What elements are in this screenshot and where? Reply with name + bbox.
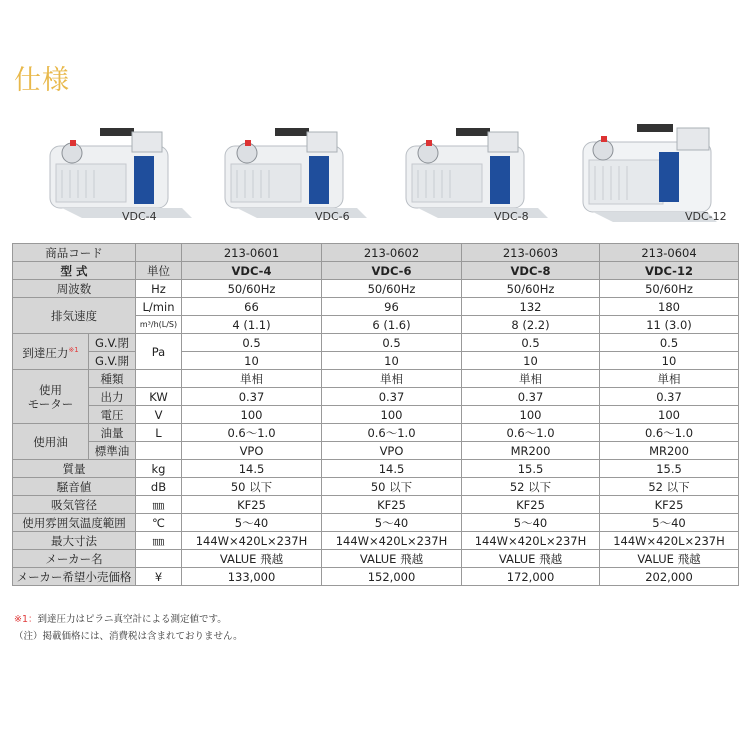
model-cell: VDC-8 [462, 262, 600, 280]
value-cell: 144W×420L×237H [322, 532, 462, 550]
code-cell: 213-0602 [322, 244, 462, 262]
value-cell: 5～40 [322, 514, 462, 532]
unit-cell: L/min [136, 298, 182, 316]
unit-cell: dB [136, 478, 182, 496]
table-row-pressure-1 [13, 334, 739, 352]
product-label: VDC-6 [315, 210, 350, 223]
model-cell: VDC-6 [322, 262, 462, 280]
table-row-model [13, 262, 739, 280]
row-label [13, 370, 89, 424]
value-cell: 単相 [600, 370, 739, 388]
value-cell: 単相 [322, 370, 462, 388]
product-vdc-12 [577, 118, 747, 228]
unit-cell [136, 370, 182, 388]
value-cell: 144W×420L×237H [182, 532, 322, 550]
row-label: 吸気管径 [13, 496, 136, 514]
value-cell: 0.6～1.0 [600, 424, 739, 442]
footnote-mark: ※1： [14, 614, 38, 625]
row-label: 質量 [13, 460, 136, 478]
value-cell: 202,000 [600, 568, 739, 586]
unit-cell: L [136, 424, 182, 442]
code-header: 商品コード [13, 244, 136, 262]
value-cell: MR200 [600, 442, 739, 460]
value-cell: VPO [322, 442, 462, 460]
sub-label: 油量 [89, 424, 136, 442]
value-cell: 132 [462, 298, 600, 316]
row-label: メーカー希望小売価格 [13, 568, 136, 586]
table-row-temp [13, 514, 739, 532]
value-cell: MR200 [462, 442, 600, 460]
row-label: 使用油 [13, 424, 89, 460]
note-mark: ※1 [68, 346, 79, 355]
sub-label: 標準油 [89, 442, 136, 460]
table-row-motor-2 [13, 388, 739, 406]
table-row-mass [13, 460, 739, 478]
sub-label: 電圧 [89, 406, 136, 424]
cell [136, 244, 182, 262]
unit-cell [136, 442, 182, 460]
value-cell: KF25 [182, 496, 322, 514]
unit-cell: ¥ [136, 568, 182, 586]
unit-cell: ℃ [136, 514, 182, 532]
value-cell: 100 [462, 406, 600, 424]
value-cell: VALUE 飛越 [462, 550, 600, 568]
table-row-maker [13, 550, 739, 568]
unit-cell: Pa [136, 334, 182, 370]
value-cell: 0.6～1.0 [322, 424, 462, 442]
value-cell: VALUE 飛越 [182, 550, 322, 568]
value-cell: 50/60Hz [182, 280, 322, 298]
value-cell: 0.5 [462, 334, 600, 352]
product-label: VDC-4 [122, 210, 157, 223]
unit-cell [136, 550, 182, 568]
code-cell: 213-0603 [462, 244, 600, 262]
value-cell: 0.37 [182, 388, 322, 406]
value-cell: KF25 [322, 496, 462, 514]
code-cell: 213-0604 [600, 244, 739, 262]
product-label: VDC-12 [685, 210, 727, 223]
unit-cell: ㎜ [136, 496, 182, 514]
value-cell: 14.5 [322, 460, 462, 478]
value-cell: 133,000 [182, 568, 322, 586]
row-label: 排気速度 [13, 298, 136, 334]
table-row-pressure-2 [13, 352, 739, 370]
type-header: 型 式 [13, 262, 136, 280]
value-cell: 5～40 [182, 514, 322, 532]
product-vdc-8 [398, 118, 568, 228]
value-cell: 10 [322, 352, 462, 370]
value-cell: 10 [462, 352, 600, 370]
value-cell: 66 [182, 298, 322, 316]
table-row-dims [13, 532, 739, 550]
value-cell: 50/60Hz [600, 280, 739, 298]
motor-label-2: モーター [27, 396, 74, 411]
value-cell: 0.5 [600, 334, 739, 352]
model-cell: VDC-12 [600, 262, 739, 280]
value-cell: 100 [182, 406, 322, 424]
product-label: VDC-8 [494, 210, 529, 223]
code-cell: 213-0601 [182, 244, 322, 262]
table-row-intake [13, 496, 739, 514]
unit-cell: kg [136, 460, 182, 478]
footnote-2: （注）掲載価格には、消費税は含まれておりません。 [14, 631, 243, 642]
table-row-noise [13, 478, 739, 496]
table-row-motor-1 [13, 370, 739, 388]
product-vdc-4 [42, 118, 212, 228]
value-cell: 180 [600, 298, 739, 316]
value-cell: 8 (2.2) [462, 316, 600, 334]
unit-cell: KW [136, 388, 182, 406]
product-images [12, 118, 737, 228]
value-cell: 144W×420L×237H [462, 532, 600, 550]
value-cell: 14.5 [182, 460, 322, 478]
vacuum-pump-image [217, 118, 387, 228]
value-cell: 10 [182, 352, 322, 370]
footnotes [14, 611, 243, 645]
pressure-label: 到達圧力 [22, 345, 69, 360]
value-cell: 100 [322, 406, 462, 424]
sub-label: G.V.開 [89, 352, 136, 370]
value-cell: 0.6～1.0 [182, 424, 322, 442]
row-label: 使用雰囲気温度範囲 [13, 514, 136, 532]
table-row-oil-1 [13, 424, 739, 442]
sub-label: G.V.閉 [89, 334, 136, 352]
sub-label: 種類 [89, 370, 136, 388]
value-cell: 0.37 [322, 388, 462, 406]
value-cell: 50 以下 [322, 478, 462, 496]
value-cell: VPO [182, 442, 322, 460]
value-cell: 6 (1.6) [322, 316, 462, 334]
value-cell: 5～40 [462, 514, 600, 532]
value-cell: 単相 [182, 370, 322, 388]
table-row-code [13, 244, 739, 262]
table-row-oil-2 [13, 442, 739, 460]
value-cell: 172,000 [462, 568, 600, 586]
value-cell: 単相 [462, 370, 600, 388]
unit-cell: m³/h(L/S) [136, 316, 182, 334]
row-label: メーカー名 [13, 550, 136, 568]
value-cell: 0.5 [182, 334, 322, 352]
value-cell: 50 以下 [182, 478, 322, 496]
value-cell: 5～40 [600, 514, 739, 532]
table-row-freq [13, 280, 739, 298]
value-cell: 50/60Hz [322, 280, 462, 298]
value-cell: 15.5 [462, 460, 600, 478]
spec-table [12, 243, 739, 586]
row-label [13, 334, 89, 370]
table-row-price [13, 568, 739, 586]
value-cell: 10 [600, 352, 739, 370]
table-row-motor-3 [13, 406, 739, 424]
value-cell: 0.37 [462, 388, 600, 406]
value-cell: KF25 [462, 496, 600, 514]
footnote-text: 到達圧力はピラニ真空計による測定値です。 [37, 614, 227, 625]
unit-cell: Hz [136, 280, 182, 298]
value-cell: 96 [322, 298, 462, 316]
value-cell: 52 以下 [600, 478, 739, 496]
value-cell: 50/60Hz [462, 280, 600, 298]
value-cell: KF25 [600, 496, 739, 514]
value-cell: 4 (1.1) [182, 316, 322, 334]
value-cell: 15.5 [600, 460, 739, 478]
value-cell: VALUE 飛越 [600, 550, 739, 568]
value-cell: 11 (3.0) [600, 316, 739, 334]
value-cell: 152,000 [322, 568, 462, 586]
unit-cell: ㎜ [136, 532, 182, 550]
model-cell: VDC-4 [182, 262, 322, 280]
product-vdc-6 [217, 118, 387, 228]
row-label: 最大寸法 [13, 532, 136, 550]
sub-label: 出力 [89, 388, 136, 406]
value-cell: 0.6～1.0 [462, 424, 600, 442]
footnote-1 [14, 611, 243, 628]
table-row-exhaust-1 [13, 298, 739, 316]
row-label: 騒音値 [13, 478, 136, 496]
motor-label-1: 使用 [39, 382, 62, 397]
value-cell: 0.5 [322, 334, 462, 352]
row-label: 周波数 [13, 280, 136, 298]
value-cell: 100 [600, 406, 739, 424]
unit-cell: V [136, 406, 182, 424]
value-cell: VALUE 飛越 [322, 550, 462, 568]
vacuum-pump-image [398, 118, 568, 228]
unit-header: 単位 [136, 262, 182, 280]
value-cell: 144W×420L×237H [600, 532, 739, 550]
page-title: 仕様 [14, 65, 70, 96]
value-cell: 52 以下 [462, 478, 600, 496]
value-cell: 0.37 [600, 388, 739, 406]
